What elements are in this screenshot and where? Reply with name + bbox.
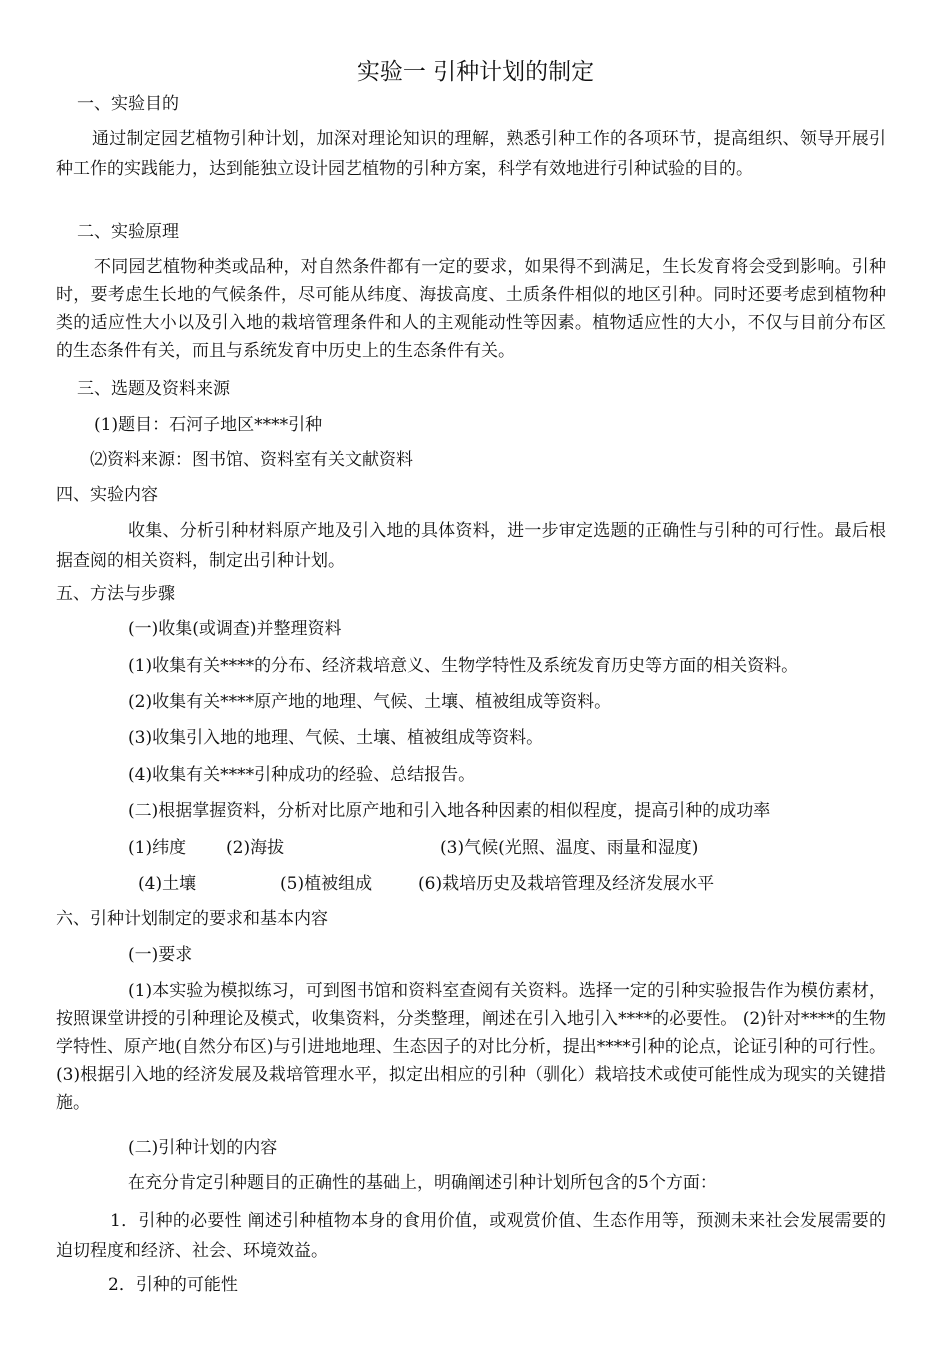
point-feasibility: 2．引种的可能性	[108, 1275, 238, 1295]
step-item-3: (3)收集引入地的地理、气候、土壤、植被组成等资料。	[128, 728, 544, 748]
section-4-heading: 四、实验内容	[56, 485, 158, 505]
section-2-paragraph: 不同园艺植物种类或品种，对自然条件都有一定的要求，如果得不到满足，生长发育将会受到影响。引种时，要考虑生长地的气候条件，尽可能从纬度、海拔高度、土质条件相似的地区引种。同时还要考虑到植物种类的适应性大小以及引入地的栽培管理条件和人的主观能动性等因素。植物适应性的大小，不仅与目前分布区的生态条件有关，而且与系统发育中历史上的生态条件有关。	[56, 257, 886, 361]
requirements-sub-heading: (一)要求	[128, 945, 193, 965]
step-sub-heading-2: (二)根据掌握资料，分析对比原产地和引入地各种因素的相似程度，提高引种的成功率	[128, 801, 771, 821]
section-6-heading: 六、引种计划制定的要求和基本内容	[56, 909, 328, 929]
content-intro: 在充分肯定引种题目的正确性的基础上，明确阐述引种计划所包含的5个方面：	[128, 1173, 717, 1193]
section-1-heading: 一、实验目的	[77, 94, 179, 114]
topic-item: (1)题目：石河子地区****引种	[94, 415, 323, 435]
section-3-heading: 三、选题及资料来源	[77, 379, 230, 399]
content-sub-heading: (二)引种计划的内容	[128, 1138, 278, 1158]
step-sub-heading-1: (一)收集(或调查)并整理资料	[128, 619, 342, 639]
point-necessity: 1．引种的必要性 阐述引种植物本身的食用价值，或观赏价值、生态作用等，预测未来社会发展需要的迫切程度和经济、社会、环境效益。	[56, 1211, 886, 1261]
section-2-heading: 二、实验原理	[77, 222, 179, 242]
source-item: ⑵资料来源：图书馆、资料室有关文献资料	[90, 450, 413, 470]
factor-cultivation: (6)栽培历史及栽培管理及经济发展水平	[418, 874, 715, 894]
factor-altitude: (2)海拔	[226, 838, 285, 858]
factor-vegetation: (5)植被组成	[280, 874, 373, 894]
section-1-paragraph: 通过制定园艺植物引种计划，加深对理论知识的理解，熟悉引种工作的各项环节，提高组织、领导开展引种工作的实践能力，达到能独立设计园艺植物的引种方案，科学有效地进行引种试验的目的。	[56, 129, 886, 179]
section-5-heading: 五、方法与步骤	[56, 584, 175, 604]
factor-soil: (4)土壤	[138, 874, 197, 894]
step-item-1: (1)收集有关****的分布、经济栽培意义、生物学特性及系统发育历史等方面的相关资料。	[128, 656, 799, 676]
step-item-4: (4)收集有关****引种成功的经验、总结报告。	[128, 765, 476, 785]
step-item-2: (2)收集有关****原产地的地理、气候、土壤、植被组成等资料。	[128, 692, 612, 712]
page-title: 实验一 引种计划的制定	[356, 59, 595, 85]
factor-climate: (3)气候(光照、温度、雨量和湿度)	[440, 838, 699, 858]
requirements-paragraph: (1)本实验为模拟练习，可到图书馆和资料室查阅有关资料。选择一定的引种实验报告作为模仿素材，按照课堂讲授的引种理论及模式，收集资料，分类整理，阐述在引入地引入****的必要性。 (2)针对****的生物学特性、原产地(自然分布区)与引进地地理、生态因子的对比分析，提出****引种的论点，论证引种的可行性。 (3)根据引入地的经济发展及栽培管理水平，拟定出相应的引种（驯化）栽培技术或使可能性成为现实的关键措施。	[56, 981, 886, 1113]
section-4-paragraph: 收集、分析引种材料原产地及引入地的具体资料，进一步审定选题的正确性与引种的可行性。最后根据查阅的相关资料，制定出引种计划。	[56, 521, 886, 571]
factor-latitude: (1)纬度	[128, 838, 187, 858]
